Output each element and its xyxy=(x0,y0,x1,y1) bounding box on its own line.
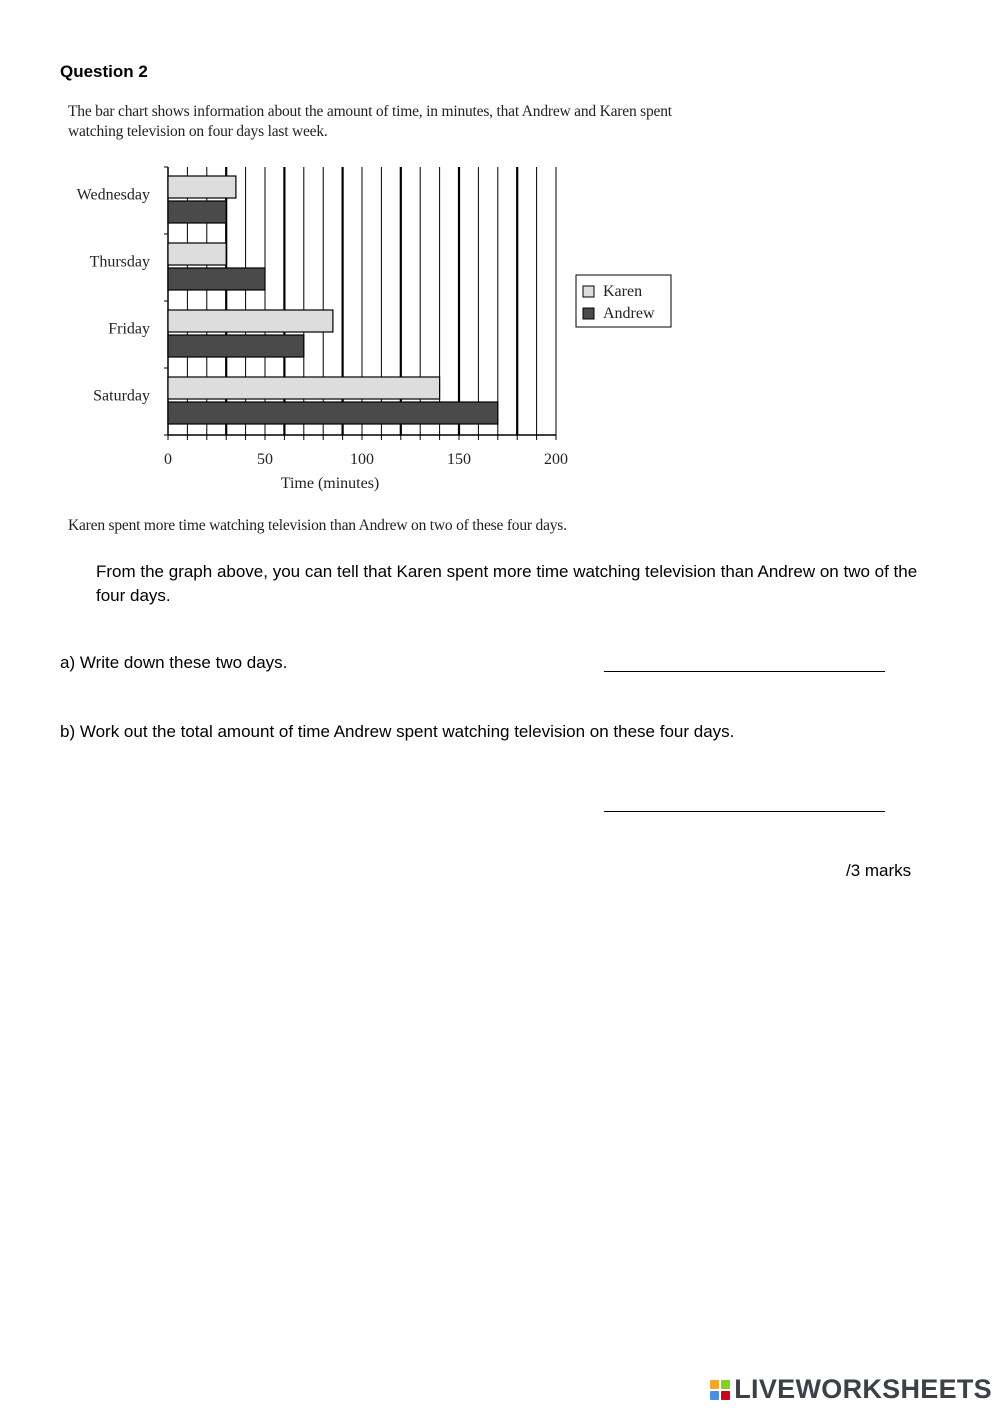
bar-chart xyxy=(60,155,700,500)
marks-label: /3 marks xyxy=(846,861,912,880)
x-tick-label-150: 150 xyxy=(447,451,471,468)
answer-b-blank[interactable] xyxy=(604,811,885,812)
chart-conclusion-text: Karen spent more time watching television than Andrew on two of these four days. xyxy=(68,517,567,534)
category-labels xyxy=(77,187,150,405)
legend-label-karen: Karen xyxy=(603,283,643,300)
bar-andrew-wednesday xyxy=(168,201,226,223)
x-tick-label-50: 50 xyxy=(257,451,273,468)
bar-karen-thursday xyxy=(168,243,226,265)
x-tick-label-100: 100 xyxy=(350,451,374,468)
x-tick-label-0: 0 xyxy=(164,451,172,468)
category-label-saturday: Saturday xyxy=(93,387,150,405)
bar-andrew-thursday xyxy=(168,268,265,290)
x-axis-label: Time (minutes) xyxy=(280,475,380,492)
x-tick-label-200: 200 xyxy=(544,451,568,468)
legend-swatch-andrew xyxy=(583,308,594,319)
x-tick-labels xyxy=(164,451,568,468)
bar-karen-saturday xyxy=(168,377,440,399)
logo-text: LIVEWORKSHEETS xyxy=(734,1374,992,1404)
question-a: a) Write down these two days. xyxy=(60,653,288,672)
bar-andrew-friday xyxy=(168,335,304,357)
legend xyxy=(576,275,671,327)
chart-intro-text: The bar chart shows information about the amount of time, in minutes, that Andrew and Karen spent watching television on four days last week. xyxy=(68,103,672,140)
liveworksheets-logo-icon xyxy=(710,1380,730,1400)
question-title: Question 2 xyxy=(60,62,148,81)
question-b: b) Work out the total amount of time Andrew spent watching television on these four days. xyxy=(60,722,735,741)
legend-label-andrew: Andrew xyxy=(603,305,655,322)
answer-a-blank[interactable] xyxy=(604,671,885,672)
category-label-thursday: Thursday xyxy=(89,253,150,271)
bar-andrew-saturday xyxy=(168,402,498,424)
bar-karen-wednesday xyxy=(168,176,236,198)
legend-swatch-karen xyxy=(583,286,594,297)
liveworksheets-logo xyxy=(710,1374,992,1405)
category-label-wednesday: Wednesday xyxy=(76,186,150,204)
category-label-friday: Friday xyxy=(108,320,150,338)
bar-karen-friday xyxy=(168,310,333,332)
explanation-paragraph: From the graph above, you can tell that Karen spent more time watching television than Andrew on two of the four days. xyxy=(96,562,918,605)
